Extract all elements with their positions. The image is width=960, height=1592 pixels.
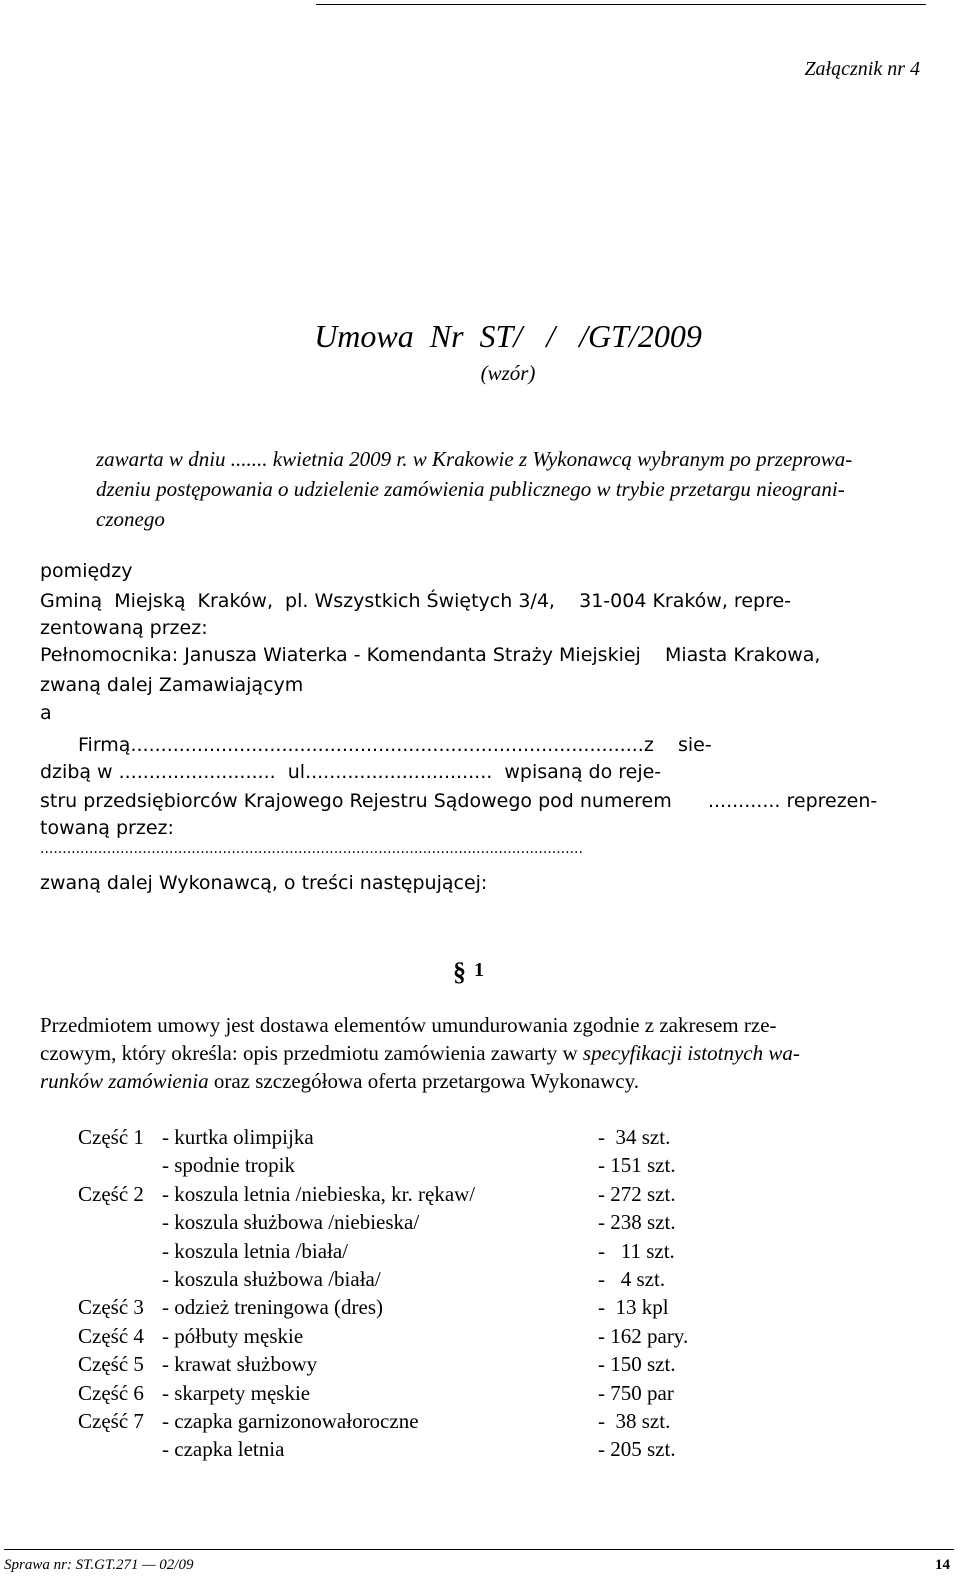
footer-rule [4, 1549, 954, 1550]
item-quantity: - 11 szt. [598, 1239, 675, 1263]
item-part: Część 6 [78, 1381, 144, 1405]
section-number: 1 [474, 959, 484, 981]
contract-title: Umowa Nr ST/ / /GT/2009 [314, 318, 702, 354]
item-quantity: - 34 szt. [598, 1125, 671, 1149]
subject-line-2-italic: specyfikacji istotnych wa- [582, 1041, 800, 1065]
parties-line-5: a [40, 702, 52, 724]
item-quantity: - 750 par [598, 1381, 674, 1405]
intro-line-3: czonego [96, 507, 165, 531]
footer-page-number: 14 [935, 1557, 950, 1573]
item-description: - półbuty męskie [162, 1324, 304, 1348]
item-quantity: - 272 szt. [598, 1182, 676, 1206]
subject-line-3 [40, 1069, 639, 1094]
item-description: - odzież treningowa (dres) [162, 1295, 383, 1319]
parties-line-4: zwaną dalej Zamawiającym [40, 674, 304, 696]
item-quantity: - 238 szt. [598, 1210, 676, 1234]
item-description: - koszula służbowa /biała/ [162, 1267, 381, 1291]
item-description: - czapka letnia [162, 1437, 285, 1461]
item-quantity: - 205 szt. [598, 1437, 676, 1461]
item-description: - koszula letnia /niebieska, kr. rękaw/ [162, 1182, 476, 1206]
top-rule [316, 4, 926, 5]
annex-label: Załącznik nr 4 [804, 58, 920, 80]
item-part: Część 2 [78, 1182, 144, 1206]
item-quantity: - 162 pary. [598, 1324, 689, 1348]
item-description: - koszula służbowa /niebieska/ [162, 1210, 420, 1234]
item-description: - krawat służbowy [162, 1352, 318, 1376]
parties-line-1: Gminą Miejską Kraków, pl. Wszystkich Świętych 3/4, 31-004 Kraków, repre- [40, 590, 792, 612]
section-sign: § [453, 957, 466, 986]
parties-line-3: Pełnomocnika: Janusza Wiaterka - Komendanta Straży Miejskiej Miasta Krakowa, [40, 644, 821, 666]
item-quantity: - 150 szt. [598, 1352, 676, 1376]
footer-case-number: Sprawa nr: ST.GT.271 — 02/09 [4, 1557, 194, 1573]
intro-line-2: dzeniu postępowania o udzielenie zamówienia publicznego w trybie przetargu nieograni- [96, 477, 845, 501]
parties-line-11: zwaną dalej Wykonawcą, o treści następującej: [40, 872, 488, 894]
intro-line-1: zawarta w dniu ....... kwietnia 2009 r. w Krakowie z Wykonawcą wybranym po przeprowa- [96, 447, 853, 471]
parties-line-2: zentowaną przez: [40, 617, 208, 639]
parties-between: pomiędzy [40, 560, 133, 582]
parties-line-8: stru przedsiębiorców Krajowego Rejestru Sądowego pod numerem ............ reprezen- [40, 790, 878, 812]
item-description: - kurtka olimpijka [162, 1125, 314, 1149]
item-description: - koszula letnia /biała/ [162, 1239, 349, 1263]
item-quantity: - 13 kpl [598, 1295, 669, 1319]
item-part: Część 7 [78, 1409, 144, 1433]
item-quantity: - 151 szt. [598, 1153, 676, 1177]
parties-dotted-line: .......................................................................................................................... [40, 841, 583, 857]
item-part: Część 5 [78, 1352, 144, 1376]
subject-line-3-text: oraz szczegółowa oferta przetargowa Wykonawcy. [208, 1069, 639, 1093]
subject-line-1: Przedmiotem umowy jest dostawa elementów umundurowania zgodnie z zakresem rze- [40, 1013, 777, 1037]
subject-line-2 [40, 1041, 800, 1066]
item-part: Część 4 [78, 1324, 144, 1348]
contract-subtitle: (wzór) [480, 361, 536, 385]
parties-line-9: towaną przez: [40, 817, 174, 839]
item-description: - czapka garnizonowałoroczne [162, 1409, 419, 1433]
subject-line-3-italic: runków zamówienia [40, 1069, 209, 1093]
item-part: Część 1 [78, 1125, 144, 1149]
subject-line-2-text: czowym, który określa: opis przedmiotu zamówienia zawarty w [40, 1041, 583, 1065]
item-quantity: - 38 szt. [598, 1409, 671, 1433]
item-part: Część 3 [78, 1295, 144, 1319]
item-description: - skarpety męskie [162, 1381, 311, 1405]
parties-line-6: Firmą.....................................................................................z sie- [78, 734, 712, 756]
parties-line-7: dzibą w .......................... ul............................... wpisaną do reje- [40, 761, 662, 783]
item-quantity: - 4 szt. [598, 1267, 666, 1291]
item-description: - spodnie tropik [162, 1153, 295, 1177]
